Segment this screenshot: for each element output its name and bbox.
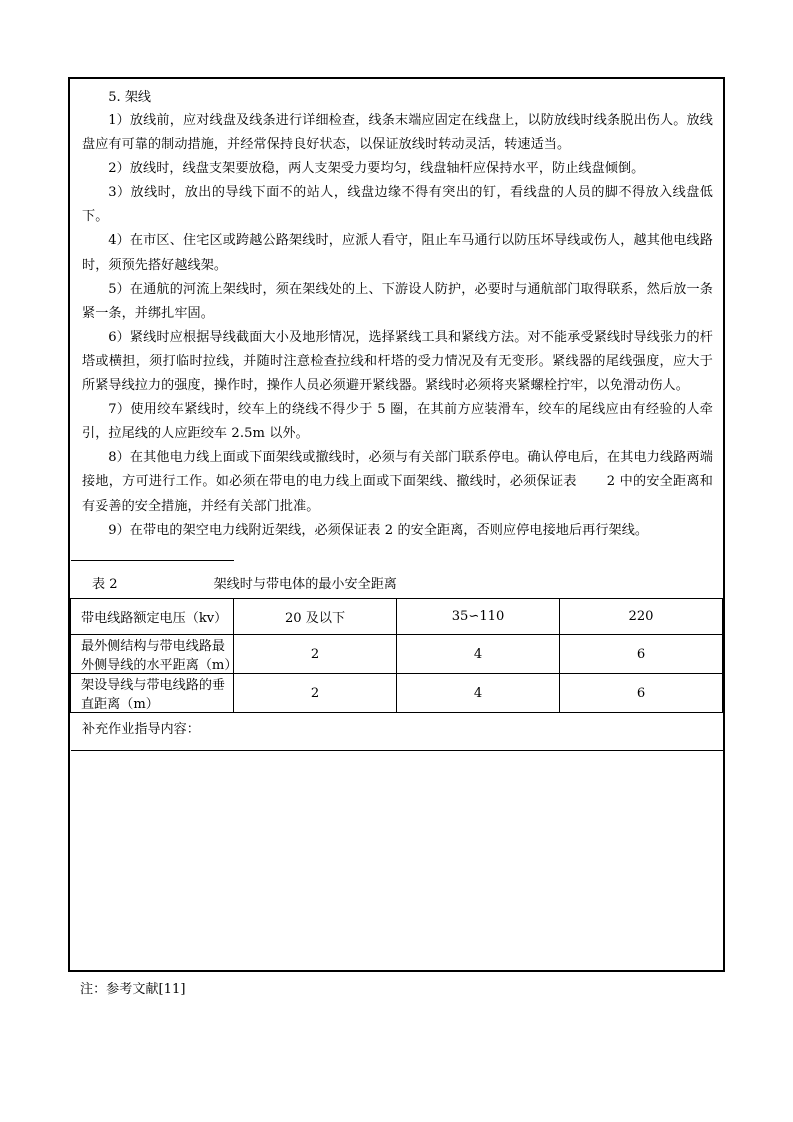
- table-cell-value: 20 及以下: [234, 599, 397, 635]
- paragraph-item-3: 3）放线时，放出的导线下面不的站人，线盘边缘不得有突出的钉，看线盘的人员的脚不得放入线盘低下。: [82, 185, 713, 225]
- table-row: [71, 635, 723, 674]
- paragraph-item-8: [82, 446, 713, 518]
- paragraph-item-1: 1）放线前，应对线盘及线条进行详细检查，线条末端应固定在线盘上，以防放线时线条脱出伤人。放线盘应有可靠的制动措施，并经常保持良好状态，以保证放线时转动灵活，转速适当。: [82, 113, 713, 153]
- table-cell-value: 220: [560, 599, 723, 635]
- paragraph-item-6: 6）紧线时应根据导线截面大小及地形情况，选择紧线工具和紧线方法。对不能承受紧线时导线张力的杆塔或横担，须打临时拉线，并随时注意检查拉线和杆塔的受力情况及有无变形。紧线器的尾线强度，应大于所紧导线拉力的强度，操作时，操作人员必须避开紧线器。紧线时必须将夹紧螺栓拧牢，以免滑动伤人。: [82, 329, 713, 394]
- table-caption-title: 架线时与带电体的最小安全距离: [213, 577, 397, 592]
- supplementary-divider: [70, 712, 723, 713]
- table-cell-value: 35∽110: [397, 599, 560, 635]
- paragraph-item-8-part-a: 8）在其他电力线上面或下面架线或撤线时，必须与有关部门联系停电。确认停电后，在其电力线路两端接地，方可进行工作。如必须在带电的电力线上面或下面架线、撤线时，必须保证表: [82, 450, 713, 490]
- paragraph-item-7: 7）使用绞车紧线时，绞车上的绕线不得少于 5 圈，在其前方应装滑车，绞车的尾线应由有经验的人牵引，拉尾线的人应距绞车 2.5m 以外。: [82, 402, 713, 442]
- footer-note: 注：参考文献[11]: [80, 982, 186, 997]
- table-row-header: 架设导线与带电线路的垂直距离（m）: [71, 674, 234, 713]
- table-cell-value: 2: [234, 635, 397, 674]
- table-cell-value: 4: [397, 674, 560, 713]
- supplementary-label: 补充作业指导内容：: [82, 722, 200, 737]
- table-caption-label: 表 2: [92, 577, 118, 592]
- document-frame: [68, 77, 725, 972]
- table-row: [71, 674, 723, 713]
- table-row: [71, 599, 723, 635]
- table-row-header: 带电线路额定电压（kv）: [71, 599, 234, 635]
- paragraph-item-2: 2）放线时，线盘支架要放稳，两人支架受力要均匀，线盘轴杆应保持水平，防止线盘倾倒。: [108, 161, 645, 177]
- table-cell-value: 4: [397, 635, 560, 674]
- section-heading: 5. 架线: [108, 90, 152, 105]
- paragraph-item-8-part-b: 2 中的安全距离和有妥善的安全措施，并经有关部门批准。: [82, 474, 713, 514]
- table-cell-value: 2: [234, 674, 397, 713]
- body-text-block: [70, 79, 727, 543]
- table-cell-value: 6: [560, 674, 723, 713]
- paragraph-item-9: 9）在带电的架空电力线附近架线，必须保证表 2 的安全距离，否则应停电接地后再行架线。: [108, 522, 649, 538]
- table-row-header: 最外侧结构与带电线路最外侧导线的水平距离（m）: [71, 635, 234, 674]
- table-spacer-cell: [71, 561, 234, 599]
- table-spacer-row-top: [71, 561, 723, 599]
- paragraph-item-5: 5）在通航的河流上架线时，须在架线处的上、下游设人防护，必要时与通航部门取得联系，然后放一条紧一条，并绑扎牢固。: [82, 281, 713, 321]
- paragraph-item-4: 4）在市区、住宅区或跨越公路架线时，应派人看守，阻止车马通行以防压坏导线或伤人，越其他电线路时，须预先搭好越线架。: [82, 233, 713, 273]
- table-cell-value: 6: [560, 635, 723, 674]
